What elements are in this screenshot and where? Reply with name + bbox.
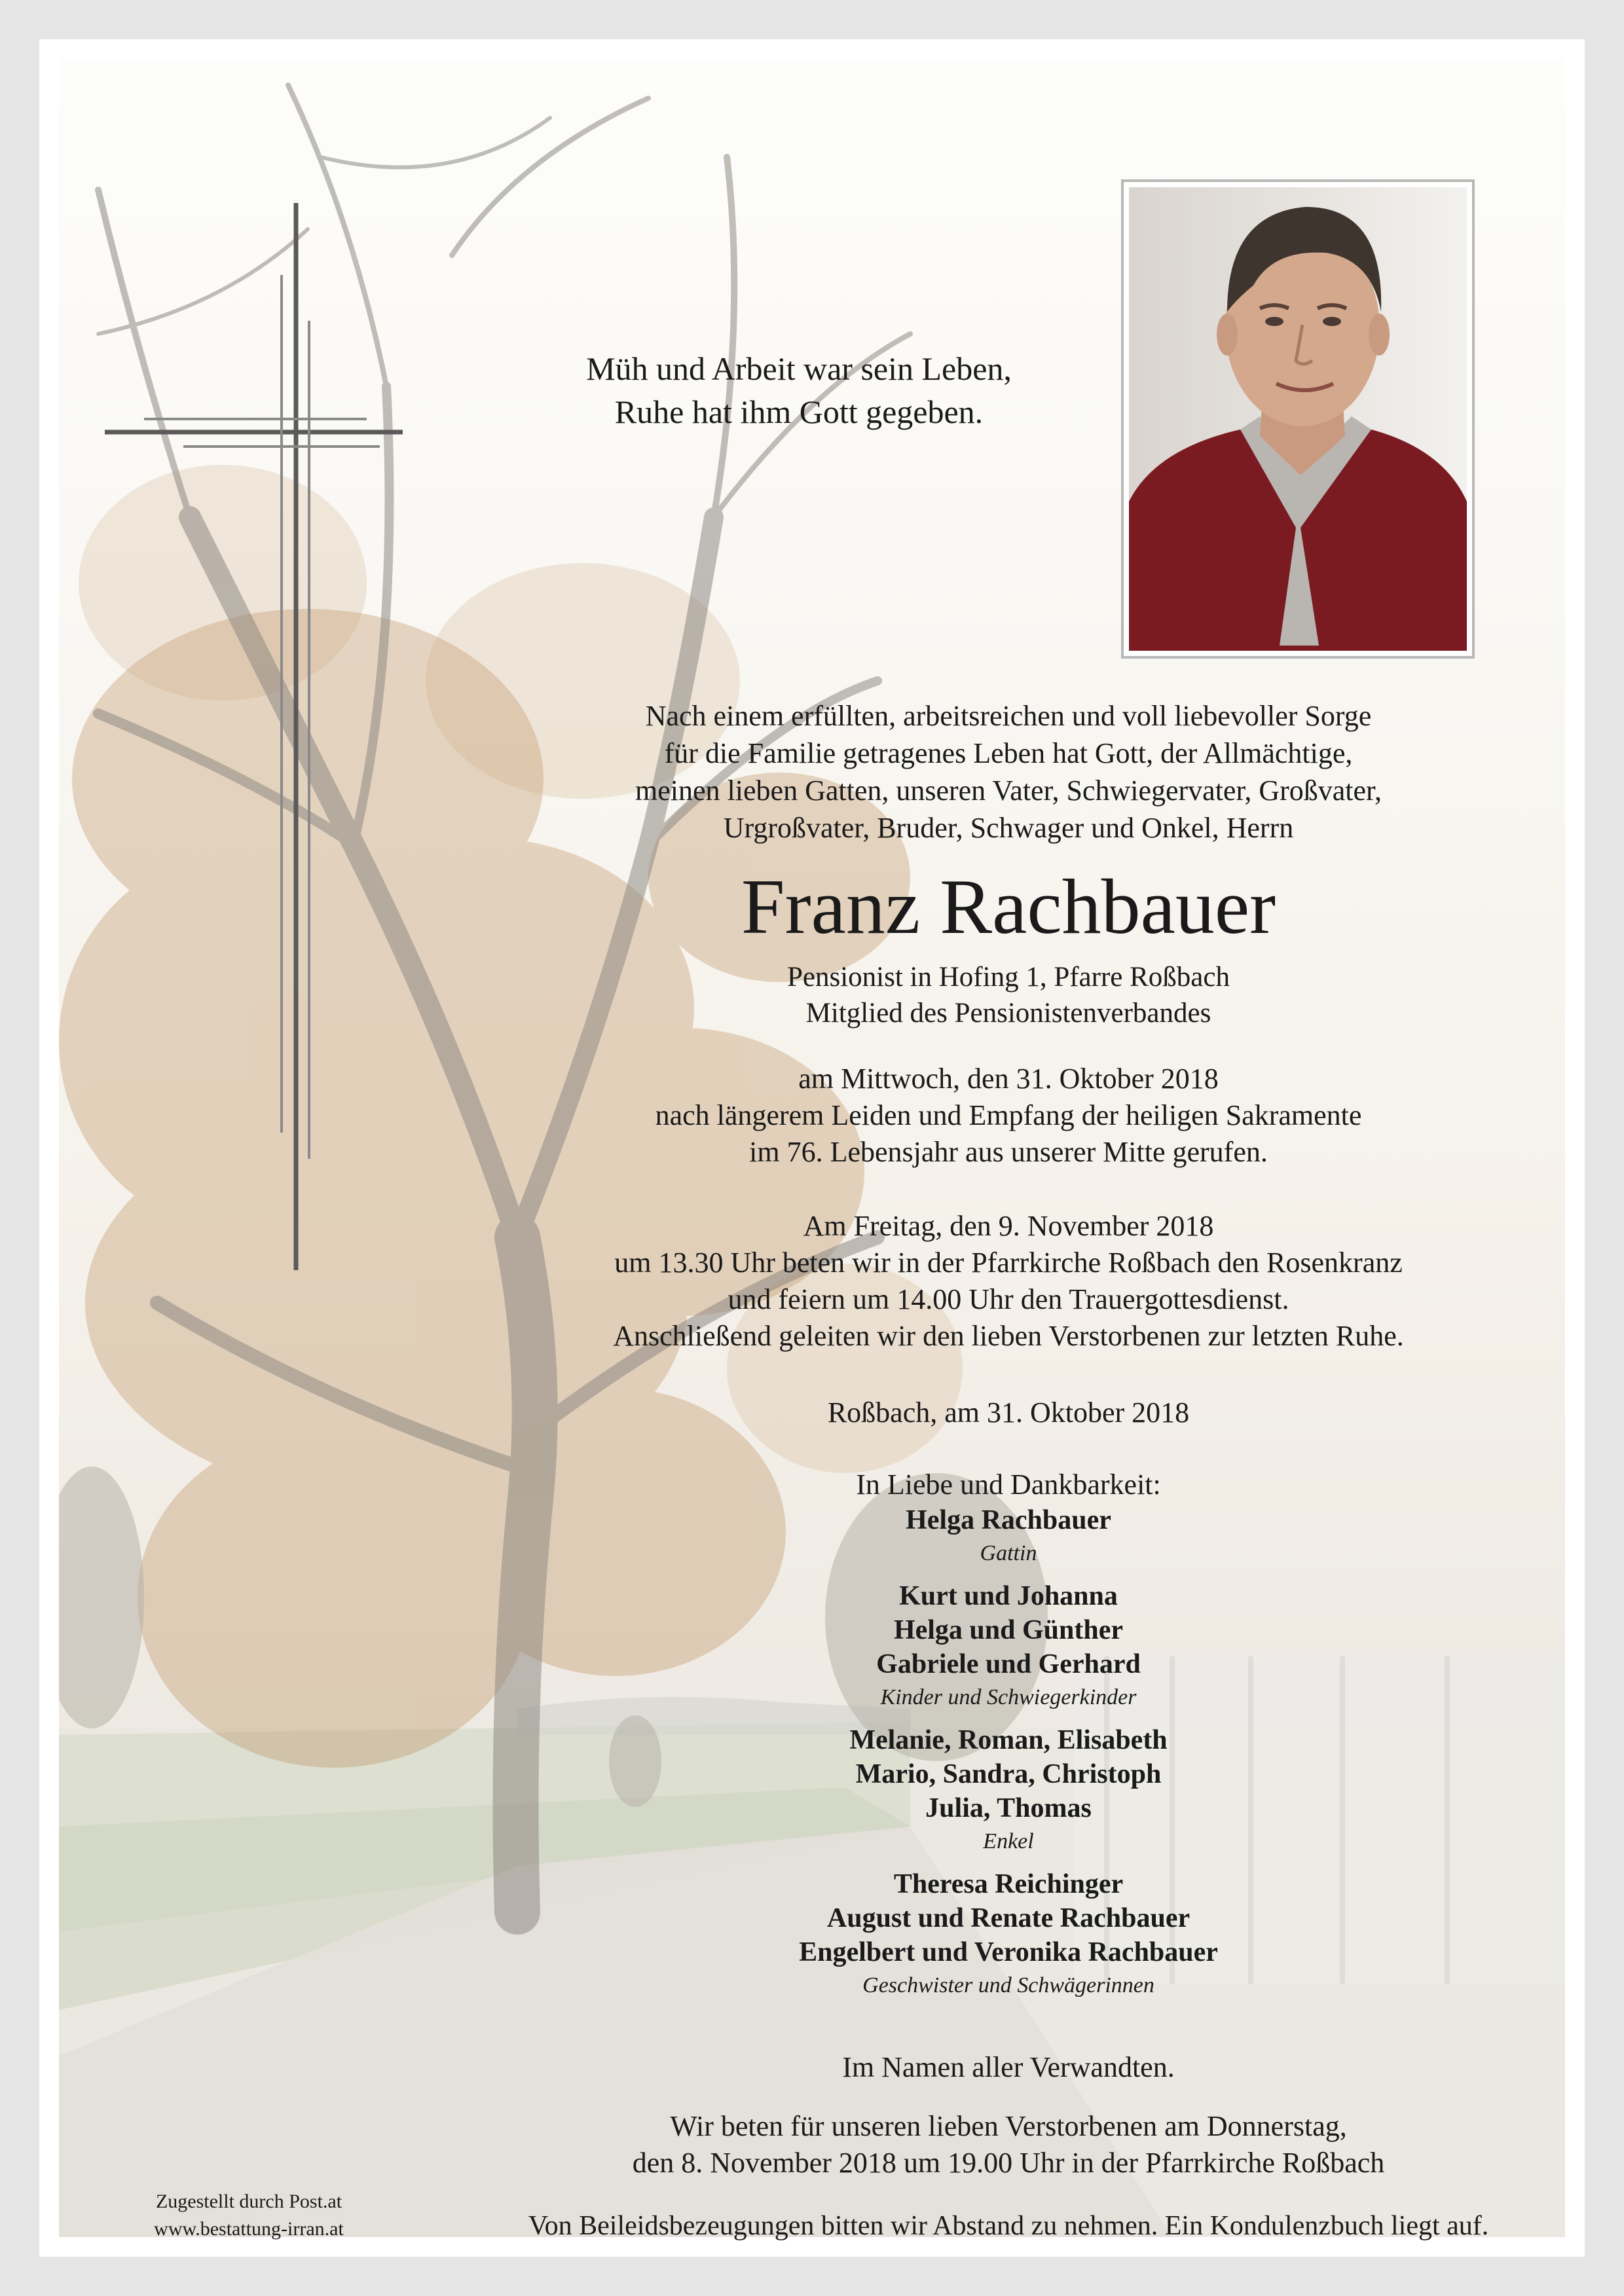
mourner-group — [616, 1503, 1401, 1570]
mourner-group — [616, 1867, 1401, 2002]
mourner-name: August und Renate Rachbauer — [826, 1903, 1190, 1933]
mourner-relation: Kinder und Schwiegerkinder — [880, 1685, 1137, 1709]
intro-line: Urgroßvater, Bruder, Schwager und Onkel, Herrn — [723, 812, 1294, 844]
deceased-name: Franz Rachbauer — [741, 863, 1276, 950]
prayer-line: Wir beten für unseren lieben Verstorbenen am Donnerstag, — [670, 2110, 1347, 2142]
prayer-info — [485, 2108, 1532, 2181]
mourner-relation: Gattin — [980, 1541, 1037, 1565]
obituary-sheet — [39, 39, 1585, 2257]
intro-text — [550, 697, 1467, 847]
portrait-photo — [1121, 179, 1475, 659]
intro-line: meinen lieben Gatten, unseren Vater, Schwiegervater, Großvater, — [635, 774, 1382, 807]
intro-line: Nach einem erfüllten, arbeitsreichen und voll liebevoller Sorge — [645, 700, 1372, 732]
place-date: Roßbach, am 31. Oktober 2018 — [827, 1396, 1190, 1429]
mourner-name: Helga Rachbauer — [906, 1505, 1111, 1535]
detail-line: Mitglied des Pensionistenverbandes — [805, 998, 1211, 1029]
death-notice — [550, 1061, 1467, 1171]
mourner-relation: Enkel — [983, 1829, 1034, 1853]
mourners-list — [616, 1467, 1401, 2011]
condolence-note: Von Beileidsbezeugungen bitten wir Abstand zu nehmen. Ein Kondulenzbuch liegt auf. — [528, 2211, 1489, 2241]
mourner-name: Kurt und Johanna — [899, 1581, 1118, 1611]
motto-verse — [524, 347, 1074, 433]
intro-line: für die Familie getragenes Leben hat Gott, der Allmächtige, — [664, 737, 1353, 769]
mourner-name: Melanie, Roman, Elisabeth — [849, 1725, 1168, 1755]
mourner-name: Mario, Sandra, Christoph — [855, 1759, 1162, 1789]
death-line: nach längerem Leiden und Empfang der heiligen Sakramente — [655, 1099, 1362, 1131]
death-line: am Mittwoch, den 31. Oktober 2018 — [798, 1063, 1219, 1095]
mourners-intro: In Liebe und Dankbarkeit: — [856, 1468, 1161, 1501]
funeral-line: und feiern um 14.00 Uhr den Trauergottesdienst. — [728, 1283, 1289, 1315]
mourner-name: Gabriele und Gerhard — [876, 1649, 1141, 1679]
mourner-group — [616, 1579, 1401, 1714]
death-line: im 76. Lebensjahr aus unserer Mitte gerufen. — [749, 1136, 1268, 1168]
closing-line: Im Namen aller Verwandten. — [842, 2051, 1175, 2083]
footer-post: Zugestellt durch Post.at — [155, 2191, 342, 2212]
mourner-name: Engelbert und Veronika Rachbauer — [799, 1937, 1218, 1967]
footer-credit — [98, 2188, 399, 2243]
funeral-line: Am Freitag, den 9. November 2018 — [803, 1210, 1214, 1242]
motto-line: Ruhe hat ihm Gott gegeben. — [614, 393, 984, 430]
motto-line: Müh und Arbeit war sein Leben, — [586, 350, 1012, 387]
mourner-relation: Geschwister und Schwägerinnen — [862, 1973, 1154, 1997]
footer-website-link[interactable]: www.bestattung-irran.at — [154, 2218, 344, 2240]
mourner-group — [616, 1723, 1401, 1858]
cross-icon — [105, 203, 445, 1316]
portrait-image — [1129, 187, 1467, 651]
mourner-name: Helga und Günther — [893, 1615, 1124, 1645]
detail-line: Pensionist in Hofing 1, Pfarre Roßbach — [787, 962, 1230, 993]
funeral-line: Anschließend geleiten wir den lieben Verstorbenen zur letzten Ruhe. — [613, 1320, 1404, 1352]
prayer-line: den 8. November 2018 um 19.00 Uhr in der Pfarrkirche Roßbach — [632, 2147, 1385, 2179]
deceased-details — [681, 959, 1336, 1031]
funeral-info — [550, 1208, 1467, 1355]
mourner-name: Julia, Thomas — [925, 1793, 1092, 1823]
mourner-name: Theresa Reichinger — [893, 1869, 1124, 1899]
funeral-line: um 13.30 Uhr beten wir in der Pfarrkirche Roßbach den Rosenkranz — [614, 1247, 1403, 1279]
